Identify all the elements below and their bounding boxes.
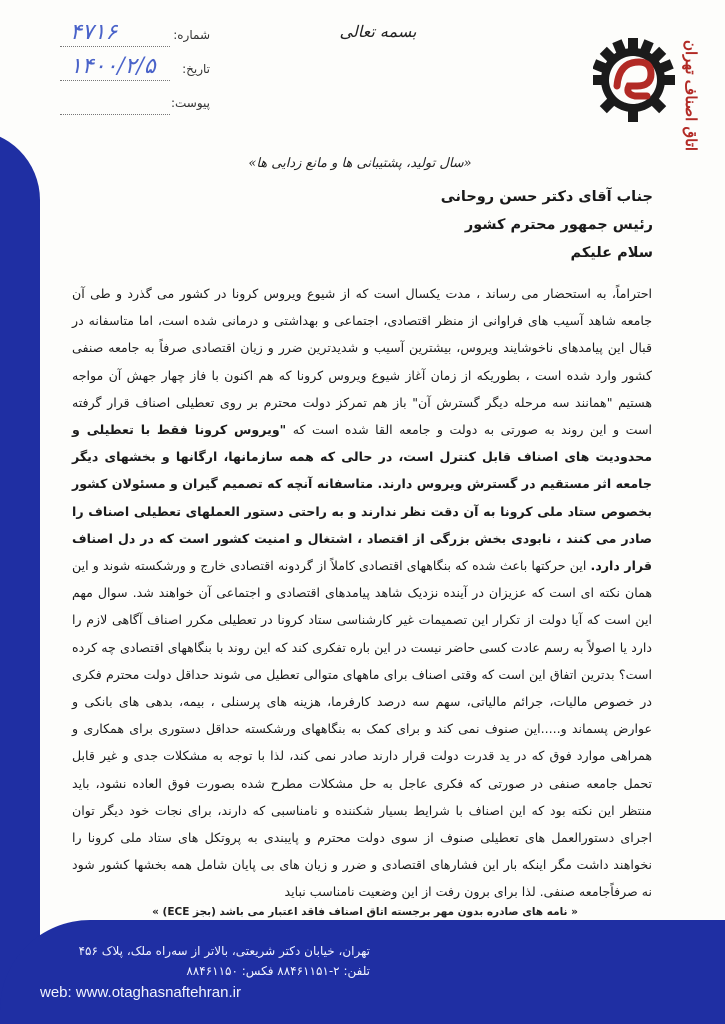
greeting: سلام علیکم bbox=[570, 245, 653, 261]
basmala-heading: بسمه تعالی bbox=[339, 22, 417, 41]
addressee-title: رئیس جمهور محترم کشور bbox=[464, 217, 653, 233]
addressee-block bbox=[441, 188, 653, 272]
attachment-label: پیوست: bbox=[170, 96, 210, 110]
contact-block bbox=[40, 944, 370, 1001]
addressee-name: جناب آقای دکتر حسن روحانی bbox=[440, 189, 653, 205]
stamp-validity-note: « نامه های صادره بدون مهر برجسته اتاق اصناف فاقد اعتبار می باشد (بجز ECE) » bbox=[152, 906, 578, 918]
year-slogan: «سال تولید، پشتیبانی ها و مانع زدایی ها» bbox=[248, 156, 472, 171]
meta-date-row bbox=[60, 54, 220, 88]
letter-number: ۴۷۱۶ bbox=[70, 20, 118, 45]
body-text-1: احتراماً، به استحضار می رساند ، مدت یکسال است که از شیوع ویروس کرونا در کشور می گذرد و طی آن جامعه شاهد آسیب های فراوانی از منظر اقتصادی، اجتماعی و بهداشتی و درمانی شده است، اما متاسفانه در قبال این پیامدهای ناخوشایند ویروس، بیشترین آسیب و شدیدترین ضرر و زیان اقتصادی صرفاً به جامعه صنفی کشور وارد شده است ، بطوریکه از زمان آغاز شیوع ویروس کرونا که هم اکنون با فاز چهار جهش آن مواجه هستیم "همانند سه مرحله دیگر گسترش آن" باز هم تمرکز دولت محترم بر روی تعطیلی اصناف قرار گرفته است و این روند به صورتی به دولت و جامعه القا شده است که bbox=[72, 286, 652, 438]
contact-address: تهران، خیابان دکتر شریعتی، بالاتر از سه‌راه ملک، پلاک ۴۵۶ bbox=[78, 944, 370, 958]
decorative-band-left bbox=[0, 130, 40, 1024]
body-text-2: این حرکتها باعث شده که بنگاههای اقتصادی کاملاً از گردونه اقتصادی خارج و ورشکسته شوند و این همان نکته ای است که عزیزان در آینده نزدیک شاهد پیامدهای اقتصادی و اجتماعی آن خواهند شد. سوال مهم این است که آیا دولت از تکرار این تصمیمات غیر کارشناسی ستاد کرونا در تعطیلی مکرر اصناف آگاهی لازم را دارد یا اصولاً به رسم عادت کسی حاضر نیست در این باره تفکری کند که این روند با بنگاههای اقتصادی چه کرده است؟ بدترین اتفاق این است که وقتی اصناف برای ماههای متوالی تعطیل می شوند حداقل دولت محترم فکری در خصوص مالیات، جرائم مالیاتی، سهم سه درصد کارفرما، هزینه های پرسنلی ، بیمه، بدهی های بانکی و عوارض پسماند و.....این صنوف نمی کند و برای کمک به بنگاههای ورشکسته حداقل دستوری برای همکاری و همراهی موارد فوق که در ید قدرت دولت قرار دارند صادر نمی کند، لذا با توجه به مشکلات جدی و غیر قابل تحمل جامعه صنفی در صورتی که فکری عاجل به حل مشکلات مطرح شده بصورت فوق العاده نشود، باید منتظر این نکته بود که این اصناف با شرایط بسیار شکننده و نامناسبی که دارند، برای نجات خود دیگر توان اجرای دستورالعمل های تعطیلی صنوف از سوی دولت محترم و پایبندی به پروتکل های ستاد ملی کرونا را نخواهند داشت مگر اینکه بار این فشارهای اقتصادی و ضرر و زیان های بی پایان شامل همه بخشها کشور شود نه صرفاًجامعه صنفی. لذا برای برون رفت از این وضعیت نامناسب نباید bbox=[72, 558, 652, 900]
meta-attachment-row bbox=[60, 88, 220, 122]
contact-phones: تلفن: ۲-۸۸۴۶۱۱۵۱ فکس: ۸۸۴۶۱۱۵۰ bbox=[186, 964, 370, 978]
body-text-bold: "ویروس کرونا فقط با تعطیلی و محدودیت های اصناف قابل کنترل است، در حالی که همه سازمانها، ارگانها و بخشهای دیگر جامعه اثر مستقیم در گسترش ویروس دارند. متاسفانه آنچه که تصمیم گیران و مسئولان کشور بخصوص ستاد ملی کرونا به آن دقت نظر ندارند و به راحتی دستور العملهای تعطیلی اصناف را صادر می کنند ، نابودی بخش بزرگی از اقتصاد ، اشتغال و امنیت کشور است که در دل اصناف قرار دارد. bbox=[72, 422, 653, 574]
date-label: تاریخ: bbox=[182, 62, 210, 76]
meta-dotted-line bbox=[60, 46, 170, 47]
meta-dotted-line bbox=[60, 114, 170, 115]
letter-date: ۱۴۰۰/۲/۵ bbox=[70, 54, 156, 79]
number-label: شماره: bbox=[173, 28, 210, 42]
meta-dotted-line bbox=[60, 80, 170, 81]
logo-text: اتاق اصناف تهران bbox=[682, 40, 700, 152]
letter-meta bbox=[60, 20, 220, 122]
letter-body bbox=[72, 280, 652, 906]
meta-number-row bbox=[60, 20, 220, 54]
contact-website: web: www.otaghasnaftehran.ir bbox=[40, 984, 241, 1001]
body-paragraph bbox=[72, 280, 652, 906]
